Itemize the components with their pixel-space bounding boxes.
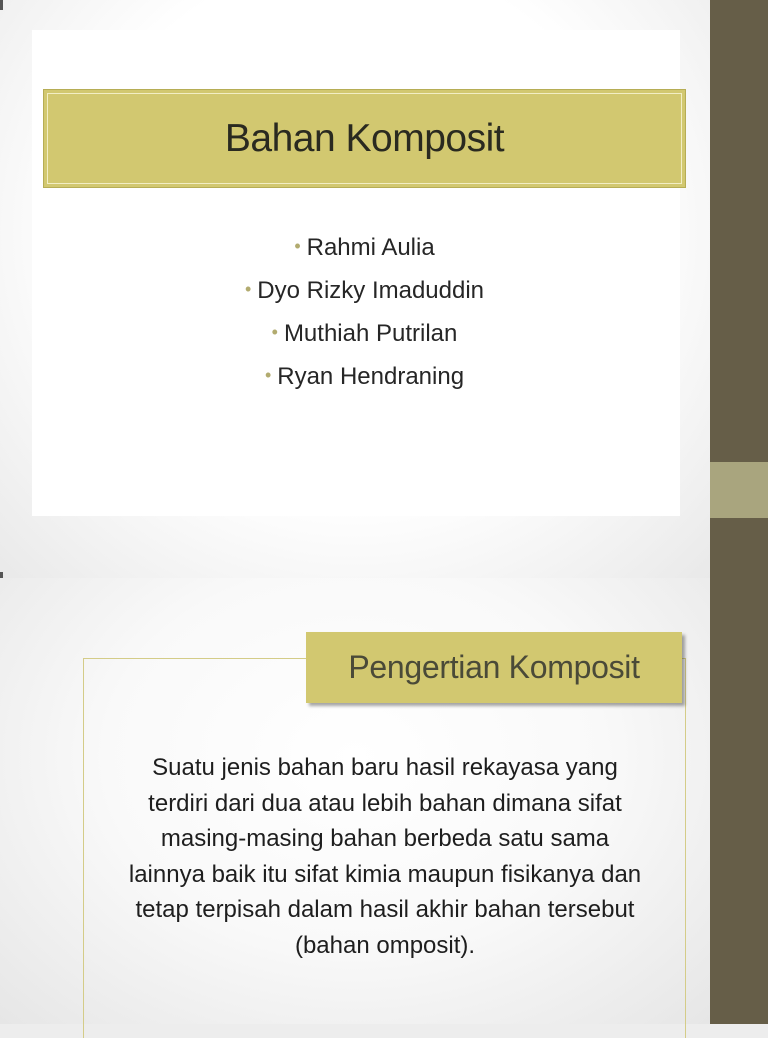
bullet-icon: • (294, 236, 301, 256)
bullet-icon: • (244, 279, 252, 299)
author-name: Ryan Hendraning (277, 363, 465, 390)
definition-line: Suatu jenis bahan baru hasil rekayasa yang (152, 754, 618, 781)
author-item (43, 312, 686, 355)
slide-title: Bahan Komposit (224, 116, 505, 160)
author-item (43, 269, 686, 312)
definition-line: (bahan omposit). (294, 931, 476, 959)
bullet-icon: • (264, 365, 272, 385)
corner-mark (0, 0, 3, 10)
definition-line: terdiri dari dua atau lebih bahan dimana sifat (148, 789, 622, 817)
definition-line: tetap terpisah dalam hasil akhir bahan tersebut (135, 896, 635, 923)
author-name: Rahmi Aulia (306, 234, 435, 261)
section-heading-box (306, 632, 682, 703)
definition-line: masing-masing bahan berbeda satu sama (160, 825, 610, 852)
section-heading: Pengertian Komposit (348, 649, 640, 685)
author-list (43, 226, 686, 398)
side-bar-tab (710, 462, 768, 518)
bullet-icon: • (271, 322, 278, 342)
author-item (43, 226, 686, 269)
corner-mark (0, 572, 3, 578)
author-item (43, 355, 686, 398)
author-name: Muthiah Putrilan (283, 320, 458, 347)
definition-text (88, 750, 682, 963)
definition-line: lainnya baik itu sifat kimia maupun fisikanya dan (128, 860, 642, 888)
title-box (43, 89, 686, 188)
author-name: Dyo Rizky Imaduddin (257, 277, 485, 304)
